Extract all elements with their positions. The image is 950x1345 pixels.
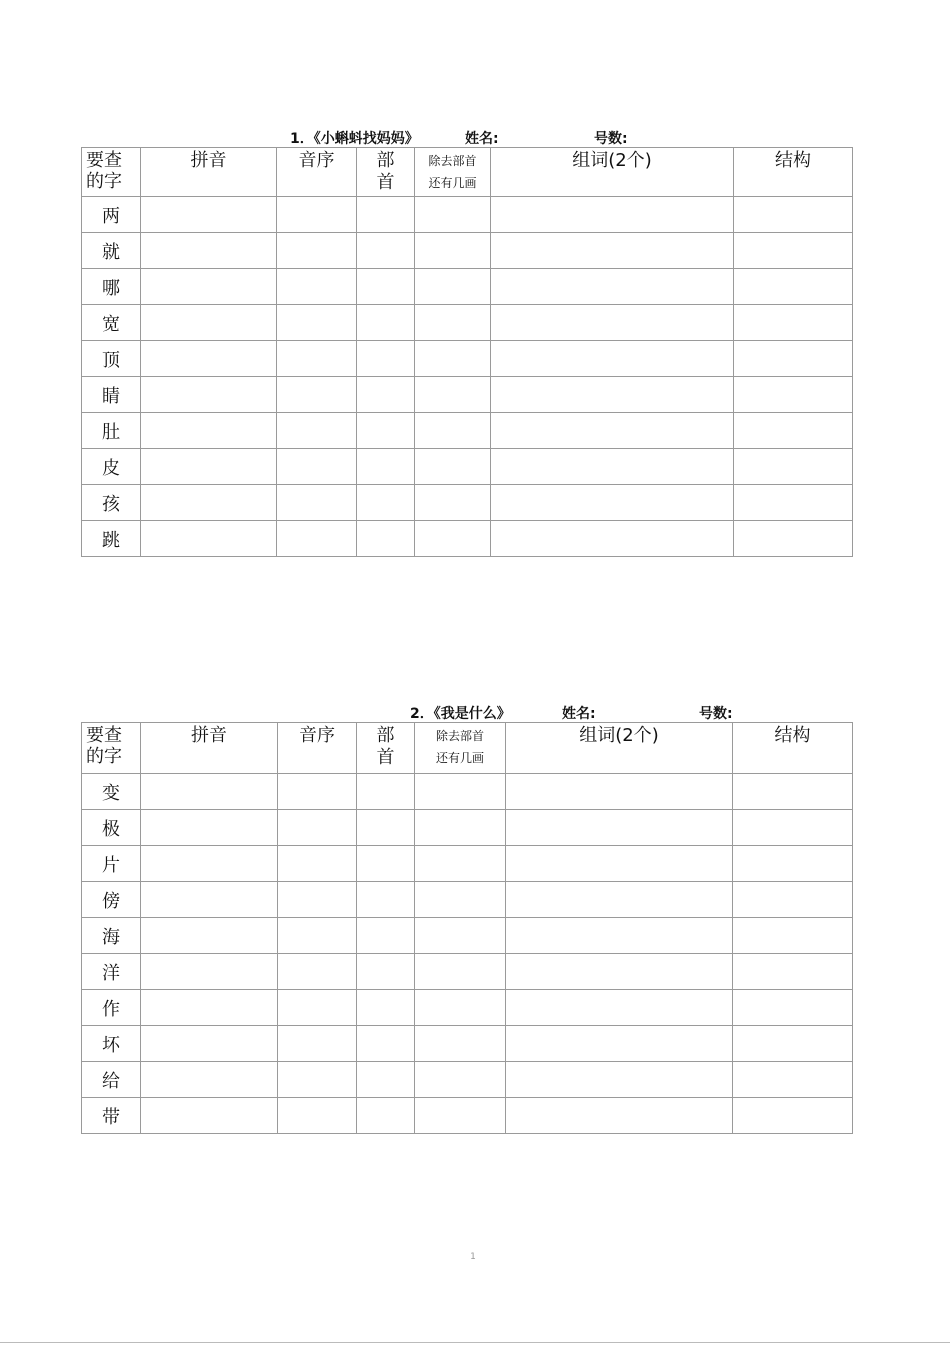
table-row — [82, 341, 853, 377]
radical-cell[interactable] — [357, 269, 415, 305]
structure-cell[interactable] — [733, 990, 853, 1026]
order-cell[interactable] — [277, 521, 357, 557]
pinyin-cell[interactable] — [141, 233, 277, 269]
table-row — [82, 1026, 853, 1062]
order-cell[interactable] — [278, 1026, 357, 1062]
structure-cell[interactable] — [733, 1062, 853, 1098]
words-cell[interactable] — [491, 341, 734, 377]
table-row — [82, 1062, 853, 1098]
section-1-header-row — [82, 148, 853, 197]
pinyin-cell[interactable] — [141, 377, 277, 413]
structure-cell[interactable] — [734, 449, 853, 485]
char-cell: 宽 — [82, 305, 141, 341]
strokes-cell[interactable] — [415, 341, 491, 377]
order-cell[interactable] — [277, 485, 357, 521]
pinyin-cell[interactable] — [141, 449, 277, 485]
structure-cell[interactable] — [734, 485, 853, 521]
header-words: 组词(2个) — [506, 723, 733, 774]
words-cell[interactable] — [491, 377, 734, 413]
header-char: 要查的字 — [82, 148, 141, 197]
words-cell[interactable] — [491, 305, 734, 341]
pinyin-cell[interactable] — [141, 485, 277, 521]
order-cell[interactable] — [278, 1062, 357, 1098]
char-cell: 肚 — [82, 413, 141, 449]
radical-cell[interactable] — [357, 1026, 415, 1062]
words-cell[interactable] — [491, 269, 734, 305]
table-row — [82, 774, 853, 810]
section-1-name-label: 姓名: — [465, 131, 499, 147]
pinyin-cell[interactable] — [141, 882, 278, 918]
table-row — [82, 882, 853, 918]
strokes-cell[interactable] — [415, 1026, 506, 1062]
order-cell[interactable] — [278, 774, 357, 810]
radical-cell[interactable] — [357, 233, 415, 269]
char-cell: 哪 — [82, 269, 141, 305]
char-cell: 作 — [82, 990, 141, 1026]
section-2-number-label: 号数: — [699, 706, 733, 722]
char-cell: 跳 — [82, 521, 141, 557]
table-row — [82, 990, 853, 1026]
order-cell[interactable] — [278, 954, 357, 990]
strokes-cell[interactable] — [415, 1062, 506, 1098]
page-divider — [0, 1342, 950, 1343]
pinyin-cell[interactable] — [141, 341, 277, 377]
table-row — [82, 810, 853, 846]
strokes-cell[interactable] — [415, 521, 491, 557]
order-cell[interactable] — [278, 990, 357, 1026]
pinyin-cell[interactable] — [141, 1026, 278, 1062]
radical-cell[interactable] — [357, 377, 415, 413]
section-1-number-label: 号数: — [594, 131, 628, 147]
words-cell[interactable] — [506, 1026, 733, 1062]
radical-cell[interactable] — [357, 449, 415, 485]
strokes-cell[interactable] — [415, 449, 491, 485]
radical-cell[interactable] — [357, 846, 415, 882]
char-cell: 带 — [82, 1098, 141, 1134]
section-2-name-label: 姓名: — [562, 706, 596, 722]
char-cell: 片 — [82, 846, 141, 882]
section-1-header — [290, 128, 690, 148]
char-cell: 洋 — [82, 954, 141, 990]
section-1-title: 1．《小蝌蚪找妈妈》 — [290, 131, 419, 147]
header-radical: 部首 — [357, 723, 415, 774]
char-cell: 就 — [82, 233, 141, 269]
char-cell: 皮 — [82, 449, 141, 485]
pinyin-cell[interactable] — [141, 774, 278, 810]
section-2-header-row — [82, 723, 853, 774]
words-cell[interactable] — [491, 233, 734, 269]
structure-cell[interactable] — [734, 377, 853, 413]
table-row — [82, 449, 853, 485]
strokes-cell[interactable] — [415, 413, 491, 449]
pinyin-cell[interactable] — [141, 269, 277, 305]
order-cell[interactable] — [278, 882, 357, 918]
header-char: 要查的字 — [82, 723, 141, 774]
structure-cell[interactable] — [733, 1098, 853, 1134]
radical-cell[interactable] — [357, 990, 415, 1026]
order-cell[interactable] — [278, 918, 357, 954]
structure-cell[interactable] — [734, 233, 853, 269]
structure-cell[interactable] — [733, 846, 853, 882]
char-cell: 顶 — [82, 341, 141, 377]
words-cell[interactable] — [491, 197, 734, 233]
radical-cell[interactable] — [357, 305, 415, 341]
table-row — [82, 233, 853, 269]
structure-cell[interactable] — [734, 413, 853, 449]
order-cell[interactable] — [277, 413, 357, 449]
table-row — [82, 918, 853, 954]
words-cell[interactable] — [506, 810, 733, 846]
structure-cell[interactable] — [734, 269, 853, 305]
words-cell[interactable] — [506, 774, 733, 810]
strokes-cell[interactable] — [415, 1098, 506, 1134]
header-radical: 部首 — [357, 148, 415, 197]
words-cell[interactable] — [506, 1062, 733, 1098]
char-cell: 傍 — [82, 882, 141, 918]
strokes-cell[interactable] — [415, 990, 506, 1026]
radical-cell[interactable] — [357, 882, 415, 918]
pinyin-cell[interactable] — [141, 1062, 278, 1098]
strokes-cell[interactable] — [415, 233, 491, 269]
structure-cell[interactable] — [734, 521, 853, 557]
order-cell[interactable] — [277, 449, 357, 485]
char-cell: 变 — [82, 774, 141, 810]
order-cell[interactable] — [277, 377, 357, 413]
order-cell[interactable] — [277, 305, 357, 341]
header-strokes: 除去部首 还有几画 — [415, 148, 491, 197]
section-2-title: 2．《我是什么》 — [410, 706, 511, 722]
order-cell[interactable] — [277, 197, 357, 233]
strokes-cell[interactable] — [415, 774, 506, 810]
table-row — [82, 846, 853, 882]
header-order: 音序 — [278, 723, 357, 774]
words-cell[interactable] — [506, 918, 733, 954]
words-cell[interactable] — [506, 954, 733, 990]
strokes-cell[interactable] — [415, 918, 506, 954]
pinyin-cell[interactable] — [141, 846, 278, 882]
char-cell: 海 — [82, 918, 141, 954]
char-cell: 极 — [82, 810, 141, 846]
strokes-cell[interactable] — [415, 269, 491, 305]
structure-cell[interactable] — [734, 341, 853, 377]
page-number: 1 — [470, 1252, 476, 1262]
table-row — [82, 305, 853, 341]
section-2-table — [81, 722, 853, 1134]
order-cell[interactable] — [278, 810, 357, 846]
header-pinyin: 拼音 — [141, 723, 278, 774]
char-cell: 两 — [82, 197, 141, 233]
strokes-cell[interactable] — [415, 197, 491, 233]
words-cell[interactable] — [506, 1098, 733, 1134]
order-cell[interactable] — [278, 846, 357, 882]
structure-cell[interactable] — [733, 774, 853, 810]
section-1-table — [81, 147, 853, 557]
header-structure: 结构 — [733, 723, 853, 774]
pinyin-cell[interactable] — [141, 990, 278, 1026]
strokes-cell[interactable] — [415, 810, 506, 846]
pinyin-cell[interactable] — [141, 197, 277, 233]
order-cell[interactable] — [278, 1098, 357, 1134]
words-cell[interactable] — [506, 990, 733, 1026]
structure-cell[interactable] — [733, 954, 853, 990]
table-row — [82, 485, 853, 521]
radical-cell[interactable] — [357, 954, 415, 990]
pinyin-cell[interactable] — [141, 918, 278, 954]
structure-cell[interactable] — [733, 882, 853, 918]
radical-cell[interactable] — [357, 521, 415, 557]
order-cell[interactable] — [277, 233, 357, 269]
table-row — [82, 954, 853, 990]
structure-cell[interactable] — [733, 810, 853, 846]
table-row — [82, 197, 853, 233]
words-cell[interactable] — [491, 413, 734, 449]
table-row — [82, 269, 853, 305]
pinyin-cell[interactable] — [141, 413, 277, 449]
table-row — [82, 413, 853, 449]
structure-cell[interactable] — [734, 197, 853, 233]
table-row — [82, 521, 853, 557]
header-strokes: 除去部首 还有几画 — [415, 723, 506, 774]
words-cell[interactable] — [506, 846, 733, 882]
structure-cell[interactable] — [734, 305, 853, 341]
strokes-cell[interactable] — [415, 485, 491, 521]
radical-cell[interactable] — [357, 197, 415, 233]
char-cell: 给 — [82, 1062, 141, 1098]
strokes-cell[interactable] — [415, 377, 491, 413]
section-2-header — [410, 703, 770, 723]
pinyin-cell[interactable] — [141, 810, 278, 846]
radical-cell[interactable] — [357, 1062, 415, 1098]
header-structure: 结构 — [734, 148, 853, 197]
radical-cell[interactable] — [357, 918, 415, 954]
strokes-cell[interactable] — [415, 305, 491, 341]
structure-cell[interactable] — [733, 918, 853, 954]
header-order: 音序 — [277, 148, 357, 197]
table-row — [82, 1098, 853, 1134]
words-cell[interactable] — [491, 521, 734, 557]
structure-cell[interactable] — [733, 1026, 853, 1062]
words-cell[interactable] — [491, 485, 734, 521]
char-cell: 睛 — [82, 377, 141, 413]
order-cell[interactable] — [277, 341, 357, 377]
order-cell[interactable] — [277, 269, 357, 305]
header-pinyin: 拼音 — [141, 148, 277, 197]
radical-cell[interactable] — [357, 1098, 415, 1134]
strokes-cell[interactable] — [415, 846, 506, 882]
strokes-cell[interactable] — [415, 954, 506, 990]
pinyin-cell[interactable] — [141, 1098, 278, 1134]
radical-cell[interactable] — [357, 810, 415, 846]
pinyin-cell[interactable] — [141, 521, 277, 557]
words-cell[interactable] — [491, 449, 734, 485]
radical-cell[interactable] — [357, 485, 415, 521]
radical-cell[interactable] — [357, 341, 415, 377]
radical-cell[interactable] — [357, 774, 415, 810]
pinyin-cell[interactable] — [141, 305, 277, 341]
char-cell: 坏 — [82, 1026, 141, 1062]
char-cell: 孩 — [82, 485, 141, 521]
radical-cell[interactable] — [357, 413, 415, 449]
table-row — [82, 377, 853, 413]
pinyin-cell[interactable] — [141, 954, 278, 990]
strokes-cell[interactable] — [415, 882, 506, 918]
words-cell[interactable] — [506, 882, 733, 918]
header-words: 组词(2个) — [491, 148, 734, 197]
